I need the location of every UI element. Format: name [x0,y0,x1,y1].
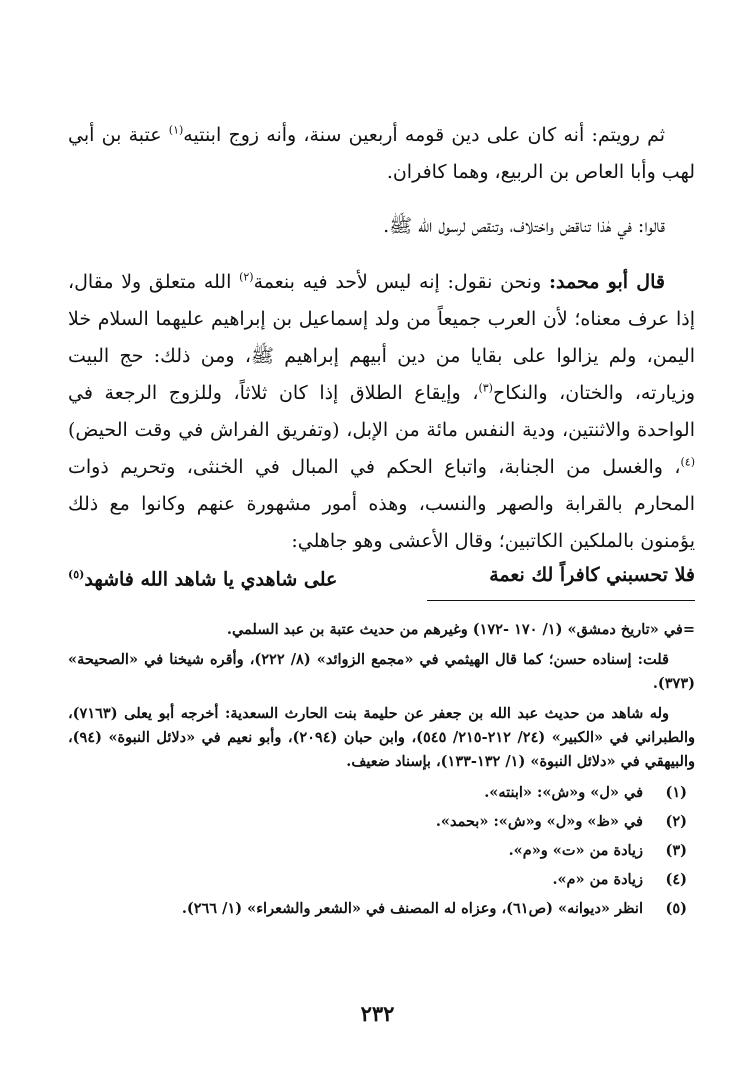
footnote-ref-5: (٥) [68,568,85,581]
footnote-number: (٢) [665,813,687,830]
footnote-list [68,778,695,923]
footnote-continuation-2: قلت: إسناده حسن؛ كما قال الهيثمي في «مجمع الزوائد» (٨/ ٢٢٢)، وأقره شيخنا في «الصحيحة» (٣٧٣). [68,651,695,692]
footnote-item [68,778,695,807]
speaker-lead: قال أبو محمد: [548,271,665,293]
footnote-number: (٤) [665,871,687,888]
verse-hemistich-second-wrap [68,560,337,594]
footnote-number: (٥) [665,900,687,917]
paragraph-3-text-b: الله متعلق ولا مقال، إذا عرف معناه؛ لأن العرب جميعاً من ولد إسماعيل بن إبراهيم عليهما السلام خلا اليمن، ولم يزالوا على بقايا من دين أبيهم إبراهيم ﷺ، ومن ذلك: حج البيت وزيارته، والختان، والنكاح [68,271,695,404]
footnote-text: زيادة من «ت» و«م». [508,842,643,859]
paragraph-3 [68,264,695,560]
footnote-text: انظر «ديوانه» (ص٦١)، وعزاه له المصنف في «الشعر والشعراء» (١/ ٢٦٦). [181,900,643,917]
footnotes [68,618,695,923]
paragraph-2-text: قالوا: في هٰذا تناقض واختلاف، وتنقص لرسول الله ﷺ. [383,215,665,237]
verse-hemistich-first: فلا تحسبني كافراً لك نعمة [489,564,695,586]
paragraph-3-text-c: ، وإيقاع الطلاق إذا كان ثلاثاً، وللزوج الرجعة في الواحدة والاثنتين، ودية النفس مائة من الإبل، (وتفريق الفراش في وقت الحيض) [68,382,695,441]
footnote-text: في «ل» و«ش»: «ابنته». [484,784,643,801]
footnote-item [68,894,695,923]
paragraph-3-text-a: ونحن نقول: إنه ليس لأحد فيه بنعمة [253,271,549,293]
footnote-ref-4: (٤) [680,455,695,469]
footnote-text: زيادة من «م». [552,871,643,888]
footnote-ref-2: (٢) [239,270,254,284]
paragraph-1 [68,117,695,191]
footnote-number: (٣) [665,842,687,859]
footnote-separator [427,600,695,601]
paragraph-1-text: ثم رويتم: أنه كان على دين قومه أربعين سنة، وأنه زوج ابنتيه [183,124,666,146]
paragraph-1-text-cont: عتبة بن أبي لهب وأبا العاص بن الربيع، وهما كافران. [68,124,695,183]
footnote-ref-1: (١) [168,123,184,137]
paragraph-2 [68,208,695,245]
verse-hemistich-second: على شاهدي يا شاهد الله فاشهد [84,568,338,591]
footnote-continuation-1: =في «تاريخ دمشق» (١/ ١٧٠ -١٧٢) وغيرهم من حديث عتبة بن عبد السلمي. [226,621,695,638]
footnote-text: في «ظ» و«ل» و«ش»: «بحمد». [435,813,643,830]
footnote-continuation-3: وله شاهد من حديث عبد الله بن جعفر عن حليمة بنت الحارث السعدية: أخرجه أبو يعلى (٧١٦٣)، والطبراني في «الكبير» (٢٤/ ٢١٢-٢١٥/ ٥٤٥)، وابن حبان (٢٠٩٤)، وأبو نعيم في «دلائل النبوة» (٩٤)، والبيهقي في «دلائل النبوة» (١/ ١٣٢-١٣٣)، بإسناد ضعيف. [68,705,695,770]
footnote-number: (١) [665,784,687,801]
footnote-item [68,807,695,836]
paragraph-3-text-d: ، والغسل من الجنابة، واتباع الحكم في المبال في الخنثى، وتحريم ذوات المحارم بالقرابة والصهر والنسب، وهذه أمور مشهورة عنهم وكانوا مع ذلك يؤمنون بالملكين الكاتبين؛ وقال الأعشى وهو جاهلي: [68,456,695,552]
poetry-verse [68,560,695,590]
footnote-item [68,865,695,894]
page-number: ٢٣٢ [360,1001,395,1026]
footnote-ref-3: (٣) [478,381,493,395]
footnote-item [68,836,695,865]
